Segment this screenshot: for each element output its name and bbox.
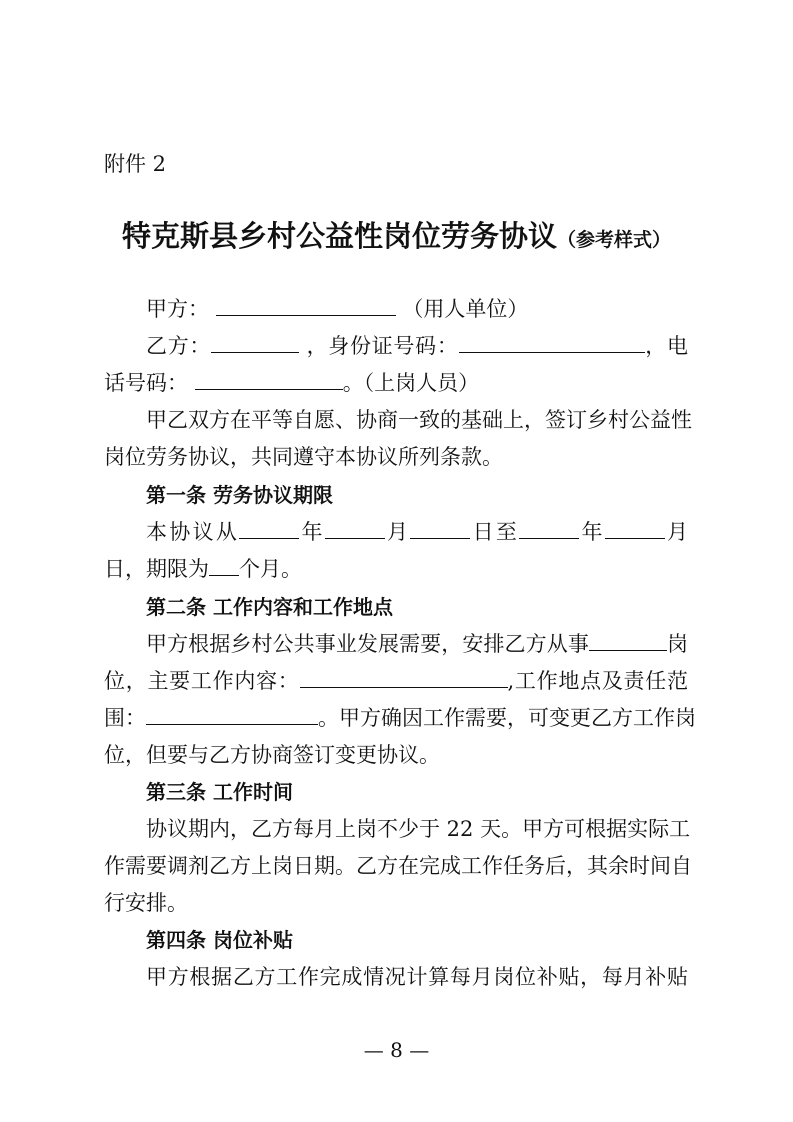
party-b-label: 乙方： bbox=[146, 334, 212, 358]
article3-heading: 第三条 工作时间 bbox=[146, 780, 293, 804]
phone-label-part1: ，电 bbox=[644, 334, 689, 358]
article1-line-1 bbox=[146, 518, 688, 546]
work-content-blank bbox=[300, 667, 508, 688]
article1-text-year: 年 bbox=[299, 520, 325, 544]
position-blank bbox=[589, 630, 667, 651]
intro-line-2: 岗位劳务协议，共同遵守本协议所列条款。 bbox=[104, 445, 503, 469]
article3-line-1: 协议期内，乙方每月上岗不少于 22 天。甲方可根据实际工 bbox=[146, 817, 691, 841]
party-b-line bbox=[146, 332, 688, 360]
id-number-blank bbox=[459, 332, 645, 353]
article4-heading: 第四条 岗位补贴 bbox=[146, 928, 293, 952]
article2-line-1 bbox=[146, 630, 688, 658]
party-b-phone-line bbox=[104, 369, 479, 397]
document-title bbox=[0, 216, 793, 260]
annex-label: 附件 2 bbox=[104, 152, 167, 176]
article2-text-5: 围： bbox=[104, 706, 146, 730]
phone-blank bbox=[195, 369, 343, 390]
start-year-blank bbox=[239, 518, 299, 539]
article1-text-from: 本协议从 bbox=[146, 520, 240, 544]
party-b-name-blank bbox=[211, 332, 299, 353]
page-number: — 8 — bbox=[363, 1038, 430, 1062]
article1-text-month: 月 bbox=[384, 520, 411, 544]
party-b-note: 。（上岗人员） bbox=[342, 371, 480, 395]
end-month-blank bbox=[605, 518, 665, 539]
article3-line-2: 作需要调剂乙方上岗日期。乙方在完成工作任务后，其余时间自 bbox=[104, 854, 692, 878]
period-months-blank bbox=[209, 555, 239, 576]
article1-line-2 bbox=[104, 555, 302, 583]
article1-text-month2: 月 bbox=[664, 520, 689, 544]
article1-text-months: 个月。 bbox=[239, 557, 302, 581]
title-main: 特克斯县乡村公益性岗位劳务协议 bbox=[121, 219, 557, 253]
party-a-blank bbox=[216, 295, 396, 316]
article2-line-2 bbox=[104, 667, 688, 695]
title-sub: （参考样式） bbox=[557, 229, 672, 251]
article1-heading: 第一条 劳务协议期限 bbox=[146, 483, 333, 507]
article2-heading: 第二条 工作内容和工作地点 bbox=[146, 595, 393, 619]
article2-line-3 bbox=[104, 704, 696, 732]
party-a-line bbox=[146, 295, 528, 323]
responsibility-scope-blank bbox=[146, 704, 318, 725]
start-month-blank bbox=[325, 518, 385, 539]
start-day-blank bbox=[410, 518, 470, 539]
article2-text-2: 岗 bbox=[666, 632, 689, 656]
party-a-note: （用人单位） bbox=[402, 297, 529, 321]
phone-label-part2: 话号码： bbox=[104, 371, 188, 395]
article1-text-day-period: 日，期限为 bbox=[104, 557, 209, 581]
article2-text-3: 位，主要工作内容： bbox=[104, 669, 300, 693]
id-label: ，身份证号码： bbox=[306, 334, 459, 358]
intro-line-1: 甲乙双方在平等自愿、协商一致的基础上，签订乡村公益性 bbox=[146, 408, 692, 432]
end-year-blank bbox=[519, 518, 579, 539]
party-a-label: 甲方： bbox=[146, 297, 209, 321]
article2-text-4: ,工作地点及责任范 bbox=[507, 669, 688, 693]
article4-line-1: 甲方根据乙方工作完成情况计算每月岗位补贴，每月补贴 bbox=[146, 965, 688, 989]
article2-text-1: 甲方根据乡村公共事业发展需要，安排乙方从事 bbox=[146, 632, 589, 656]
article1-text-day-to: 日至 bbox=[470, 520, 520, 544]
article2-text-6: 。甲方确因工作需要，可变更乙方工作岗 bbox=[318, 706, 696, 730]
article1-text-year2: 年 bbox=[579, 520, 605, 544]
article3-line-3: 行安排。 bbox=[104, 891, 188, 915]
article2-line-4: 位，但要与乙方协商签订变更协议。 bbox=[104, 743, 440, 767]
